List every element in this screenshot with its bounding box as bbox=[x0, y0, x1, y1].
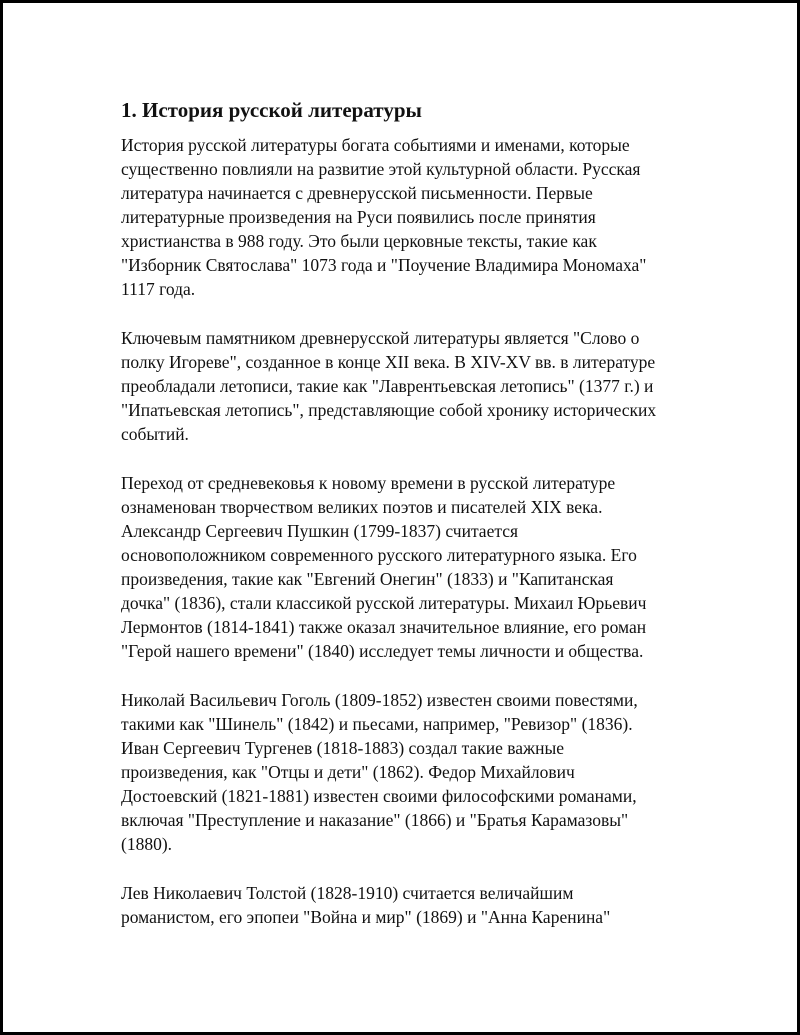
paragraph-pushkin-lermontov: Переход от средневековья к новому времени в русской литературе ознаменован творчеством великих поэтов и писателей XIX века. Александр Сергеевич Пушкин (1799-1837) считается основоположником современного русского литературного языка. Его произведения, такие как "Евгений Онегин" (1833) и "Капитанская дочка" (1836), стали классикой русской литературы. Михаил Юрьевич Лермонтов (1814-1841) также оказал значительное влияние, его роман "Герой нашего времени" (1840) исследует темы личности и общества. bbox=[121, 473, 647, 661]
paragraph-tolstoy: Лев Николаевич Толстой (1828-1910) считается величайшим романистом, его эпопеи "Война и мир" (1869) и "Анна Каренина" bbox=[121, 883, 611, 927]
section-heading: 1. История русской литературы bbox=[121, 98, 422, 122]
paragraph-gogol-turgenev-dostoevsky: Николай Васильевич Гоголь (1809-1852) известен своими повестями, такими как "Шинель" (1842) и пьесами, например, "Ревизор" (1836). Иван Сергеевич Тургенев (1818-1883) создал такие важные произведения, как "Отцы и дети" (1862). Федор Михайлович Достоевский (1821-1881) известен своими философскими романами, включая "Преступление и наказание" (1866) и "Братья Карамазовы" (1880). bbox=[121, 690, 638, 854]
document-body bbox=[121, 97, 703, 954]
paragraph-old-russian-literature: История русской литературы богата событиями и именами, которые существенно повлияли на развитие этой культурной области. Русская литература начинается с древнерусской письменности. Первые литературные произведения на Руси появились после принятия христианства в 988 году. Это были церковные тексты, такие как "Изборник Святослава" 1073 года и "Поучение Владимира Мономаха" 1117 года. bbox=[121, 135, 647, 299]
paragraph-chronicles: Ключевым памятником древнерусской литературы является "Слово о полку Игореве", созданное в конце XII века. В XIV-XV вв. в литературе преобладали летописи, такие как "Лаврентьевская летопись" (1377 г.) и "Ипатьевская летопись", представляющие собой хронику исторических событий. bbox=[121, 328, 657, 444]
